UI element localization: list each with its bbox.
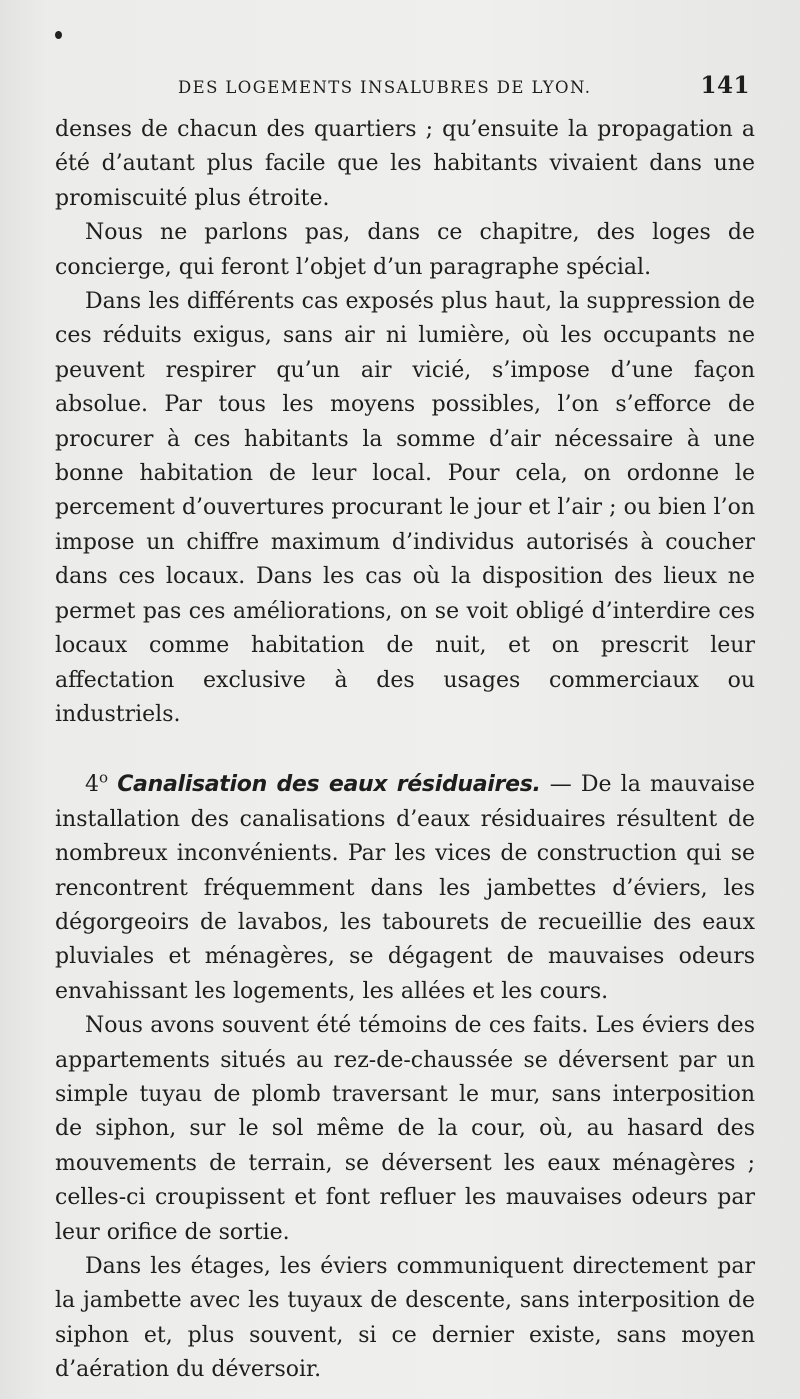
body-text [55,113,755,1388]
paragraph: Nous ne parlons pas, dans ce chapitre, des loges de concierge, qui feront l’objet d’un paragraphe spécial. [55,220,755,280]
section-heading: Canalisation des eaux résiduaires. [117,772,541,798]
section-ordinal: o [99,768,109,787]
paragraph: Nous avons souvent été témoins de ces faits. Les éviers des appartements situés au rez-de-chaussée se déversent par un simple tuyau de plomb traversant le mur, sans interposition de siphon, sur le sol même de la cour, où, au hasard des mouvements de terrain, se déversent les eaux ménagères ; celles-ci croupissent et font refluer les mauvaises odeurs par leur orifice de sortie. [55,1013,755,1245]
section-lead-text: — De la mauvaise installation des canalisations d’eaux résiduaires résultent de nombreux inconvénients. Par les vices de construction qui se rencontrent fréquemment dans les jambettes d’éviers, les dégorgeoirs de lavabos, les tabourets de recueillie des eaux pluviales et ménagères, se dégagent de mauvaises odeurs envahissant les logements, les allées et les cours. [55,772,755,1004]
page-header [178,72,754,112]
section-gap [55,732,755,768]
paragraph: Dans les étages, les éviers communiquent directement par la jambette avec les tuyaux de descente, sans interposition de siphon et, plus souvent, si ce dernier existe, sans moyen d’aération du déversoir. [55,1254,755,1383]
section-paragraph [55,768,755,1009]
running-title: DES LOGEMENTS INSALUBRES DE LYON. [178,78,592,97]
ink-mark [55,31,62,39]
paragraph: denses de chacun des quartiers ; qu’ensuite la propagation a été d’autant plus facile que les habitants vivaient dans une promiscuité plus étroite. [55,117,755,211]
page-number: 141 [700,72,750,99]
section-number: 4 [85,772,99,798]
paragraph: Dans les différents cas exposés plus haut, la suppression de ces réduits exigus, sans air ni lumière, où les occupants ne peuvent respirer qu’un air vicié, s’impose d’une façon absolue. Par tous les moyens possibles, l’on s’efforce de procurer à ces habitants la somme d’air nécessaire à une bonne habitation de leur local. Pour cela, on ordonne le percement d’ouvertures procurant le jour et l’air ; ou bien l’on impose un chiffre maximum d’individus autorisés à coucher dans ces locaux. Dans les cas où la disposition des lieux ne permet pas ces améliorations, on se voit obligé d’interdire ces locaux comme habitation de nuit, et on prescrit leur affectation exclusive à des usages commerciaux ou industriels. [55,289,755,727]
